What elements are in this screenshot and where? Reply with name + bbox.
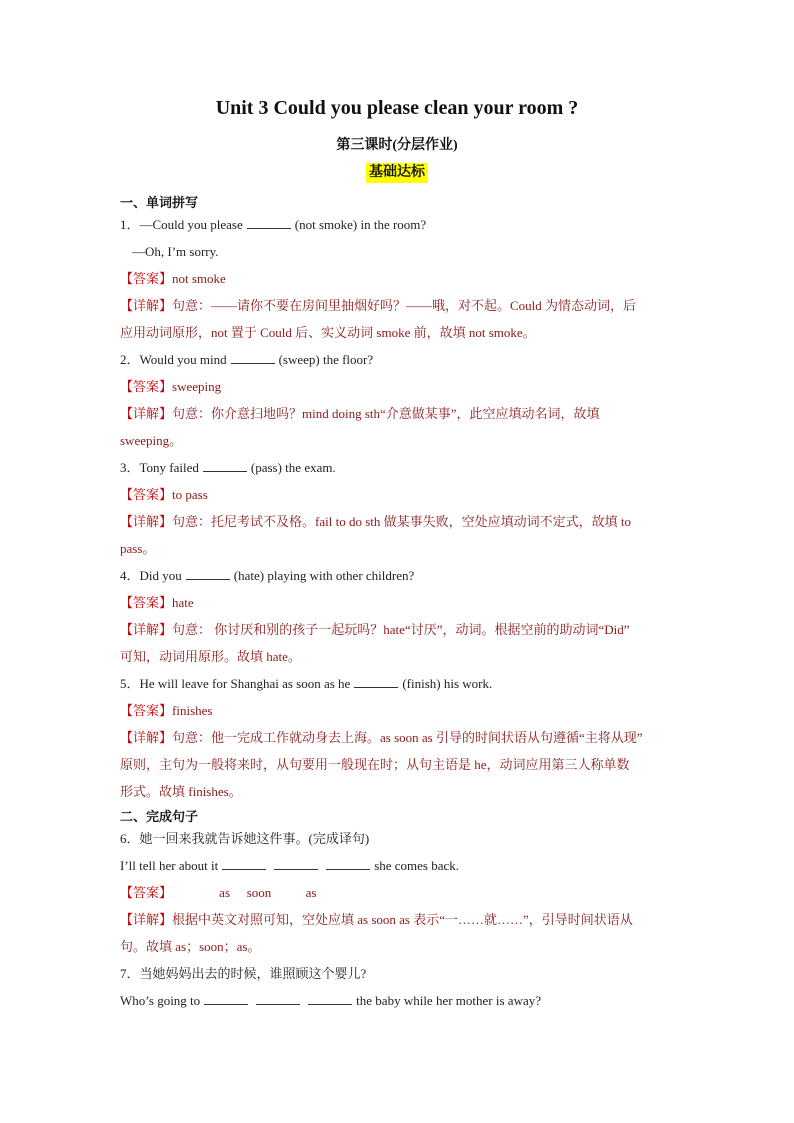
answer-text: not smoke — [172, 271, 226, 286]
page-title: Unit 3 Could you please clean your room ? — [215, 97, 579, 119]
answer-label: 【答案】 — [120, 703, 173, 718]
detail-label: 【详解】 — [120, 622, 173, 637]
answer-line — [120, 589, 680, 616]
detail-text: 句意： 你讨厌和别的孩子一起玩吗？hate“讨厌”，动词。根据空前的助动词“Did” — [172, 622, 630, 637]
answer-blank — [274, 857, 318, 870]
question-1 — [120, 211, 680, 238]
question-text: (not smoke) in the room? — [294, 217, 427, 232]
answer-blank — [247, 216, 291, 229]
level-badge-wrap — [0, 163, 794, 183]
answer-label: 【答案】 — [120, 595, 173, 610]
detail-line — [120, 508, 680, 535]
detail-line — [120, 616, 680, 643]
question-6-prompt: 6．她一回来我就告诉她这件事。(完成译句) — [120, 831, 370, 846]
question-text: 3．Tony failed — [120, 460, 199, 475]
question-1-reply: —Oh, I’m sorry. — [132, 244, 219, 259]
question-text: (finish) his work. — [402, 676, 493, 691]
level-badge: 基础达标 — [366, 163, 428, 183]
answer-blank — [308, 992, 352, 1005]
detail-label: 【详解】 — [120, 406, 173, 421]
answer-line — [120, 265, 680, 292]
detail-label: 【详解】 — [120, 912, 173, 927]
detail-text: 句意：——请你不要在房间里抽烟好吗？——哦，对不起。Could 为情态动词，后 — [172, 298, 637, 313]
question-text: (pass) the exam. — [250, 460, 336, 475]
section-heading: 二、完成句子 — [120, 809, 199, 824]
answer-label: 【答案】 — [120, 885, 173, 900]
answer-blank — [354, 675, 398, 688]
detail-line — [120, 400, 680, 427]
answer-text: soon — [246, 885, 272, 900]
question-7-prompt: 7．当她妈妈出去的时候，谁照顾这个婴儿? — [120, 966, 367, 981]
detail-label: 【详解】 — [120, 514, 173, 529]
detail-text: 句意：他一完成工作就动身去上海。as soon as 引导的时间状语从句遵循“主将从现” — [172, 730, 643, 745]
detail-text: 句。故填 as；soon；as。 — [120, 939, 261, 954]
detail-label: 【详解】 — [120, 730, 173, 745]
answer-label: 【答案】 — [120, 271, 173, 286]
answer-blank — [326, 857, 370, 870]
answer-blank — [204, 992, 248, 1005]
question-text: she comes back. — [374, 858, 460, 873]
question-text: 2．Would you mind — [120, 352, 227, 367]
page-subtitle: 第三课时(分层作业) — [336, 138, 458, 153]
detail-line — [120, 906, 680, 933]
answer-label: 【答案】 — [120, 379, 173, 394]
detail-text: 原则，主句为一般将来时，从句要用一般现在时；从句主语是 he，动词应用第三人称单数 — [120, 757, 630, 772]
answer-line — [120, 697, 680, 724]
answer-text: as — [219, 885, 231, 900]
answer-text: as — [305, 885, 317, 900]
question-3 — [120, 454, 680, 481]
question-text: the baby while her mother is away? — [356, 993, 541, 1008]
answer-text: hate — [172, 595, 194, 610]
question-text: I’ll tell her about it — [120, 858, 219, 873]
detail-line — [120, 724, 680, 751]
answer-blank — [256, 992, 300, 1005]
question-7 — [120, 987, 680, 1014]
detail-text: 应用动词原形，not 置于 Could 后、实义动词 smoke 前，故填 not smoke。 — [120, 325, 536, 340]
question-2 — [120, 346, 680, 373]
detail-text: 可知，动词用原形。故填 hate。 — [120, 649, 301, 664]
answer-line — [120, 481, 680, 508]
detail-text: 句意：托尼考试不及格。fail to do sth 做某事失败，空处应填动词不定式，故填 to — [172, 514, 631, 529]
answer-text: finishes — [172, 703, 213, 718]
detail-label: 【详解】 — [120, 298, 173, 313]
exercise-content — [120, 195, 680, 1014]
question-text: 4．Did you — [120, 568, 182, 583]
answer-blank — [222, 857, 266, 870]
answer-text: to pass — [172, 487, 208, 502]
answer-text: sweeping — [172, 379, 222, 394]
answer-line — [120, 879, 680, 906]
section-heading: 一、单词拼写 — [120, 195, 199, 210]
detail-text: sweeping。 — [120, 433, 183, 448]
answer-line — [120, 373, 680, 400]
question-5 — [120, 670, 680, 697]
question-text: 1．—Could you please — [120, 217, 243, 232]
detail-line — [120, 292, 680, 319]
question-text: (sweep) the floor? — [278, 352, 374, 367]
answer-blank — [186, 567, 230, 580]
answer-blank — [203, 459, 247, 472]
answer-label: 【答案】 — [120, 487, 173, 502]
question-6 — [120, 852, 680, 879]
detail-text: 形式。故填 finishes。 — [120, 784, 242, 799]
detail-text: 句意：你介意扫地吗？mind doing sth“介意做某事”，此空应填动名词，故填 — [172, 406, 600, 421]
question-4 — [120, 562, 680, 589]
question-text: (hate) playing with other children? — [233, 568, 415, 583]
answer-blank — [231, 351, 275, 364]
detail-text: 根据中英文对照可知，空处应填 as soon as 表示“一……就……”，引导时间状语从 — [172, 912, 633, 927]
detail-text: pass。 — [120, 541, 156, 556]
question-text: Who’s going to — [120, 993, 201, 1008]
question-text: 5．He will leave for Shanghai as soon as he — [120, 676, 351, 691]
